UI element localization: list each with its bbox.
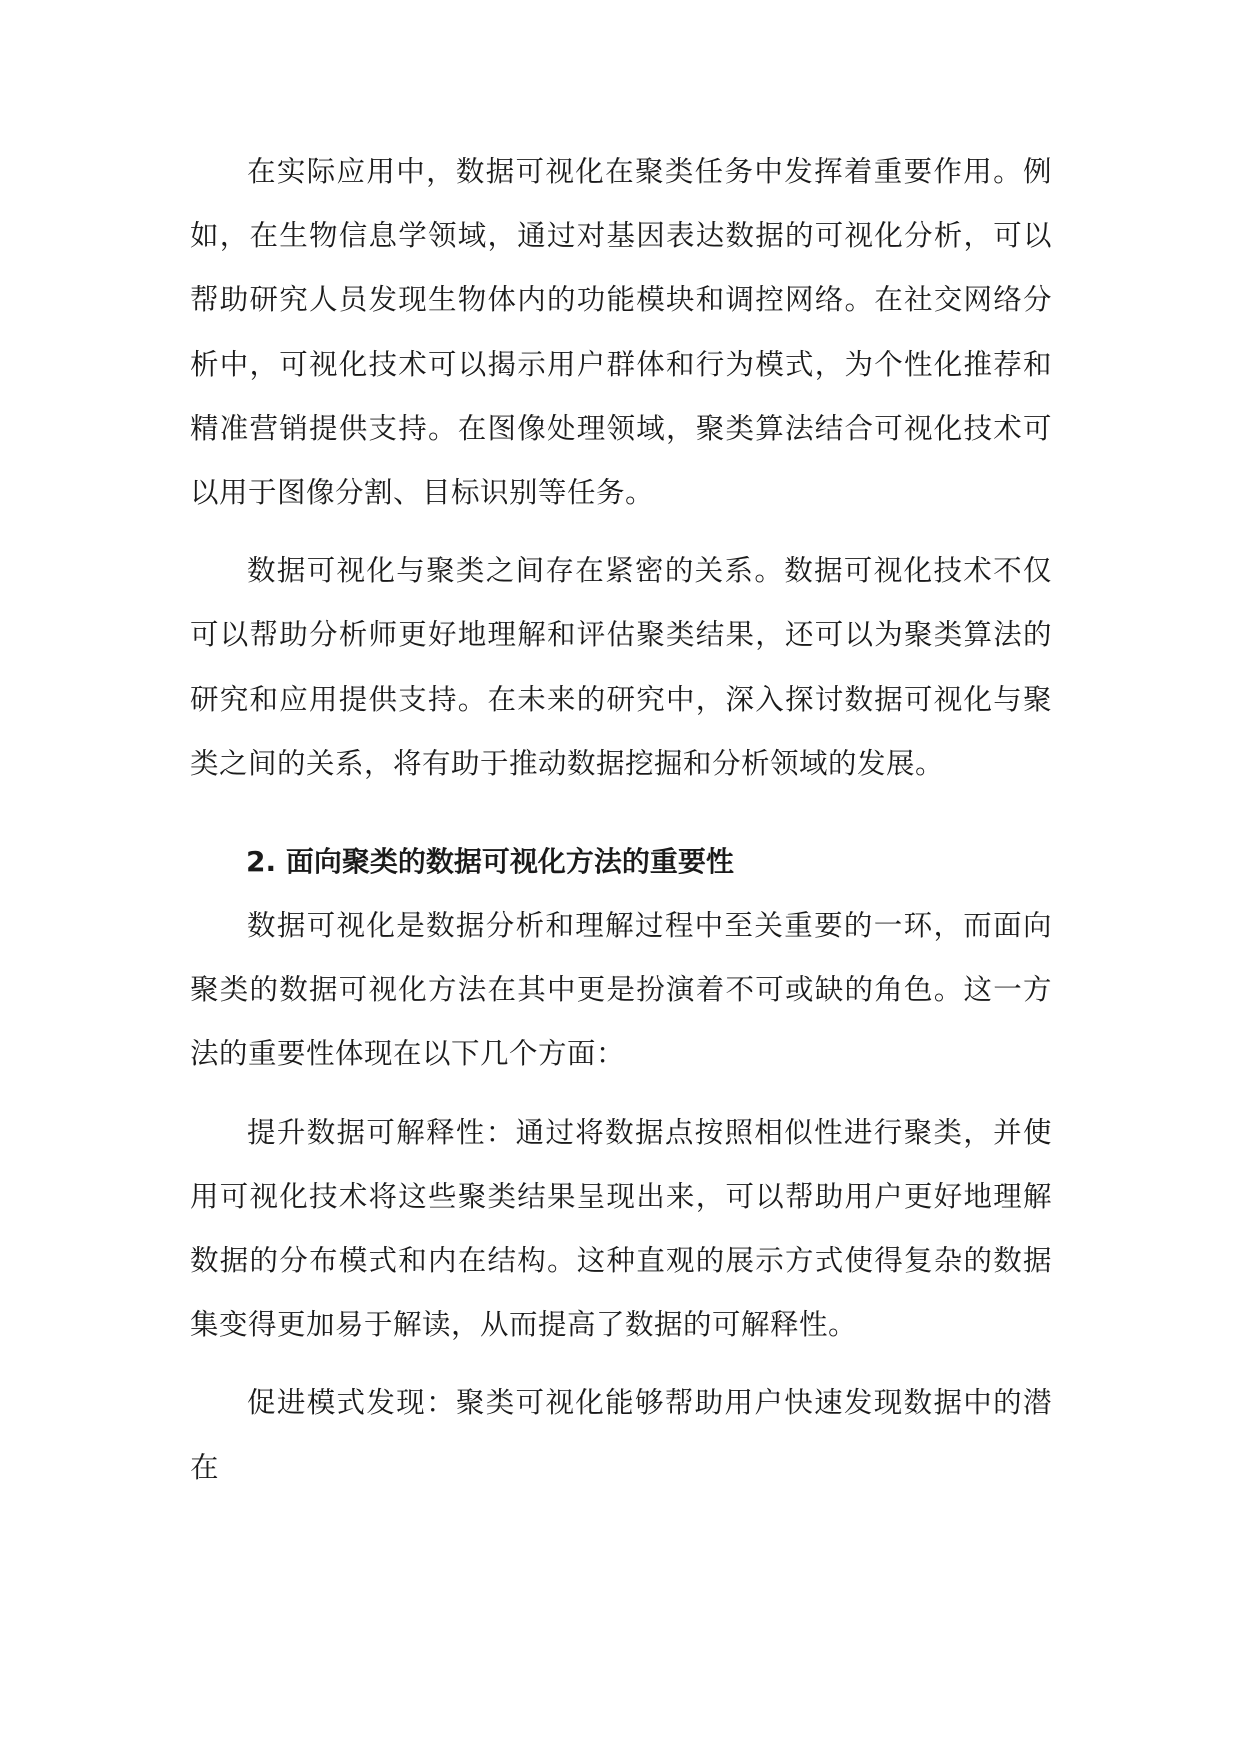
paragraph-spacer xyxy=(190,1087,1052,1101)
paragraph-spacer xyxy=(190,525,1052,539)
paragraph-spacer xyxy=(190,1357,1052,1371)
section-heading: 2. 面向聚类的数据可视化方法的重要性 xyxy=(246,845,734,879)
paragraph-importance-intro: 数据可视化是数据分析和理解过程中至关重要的一环，而面向聚类的数据可视化方法在其中更是扮演着不可或缺的角色。这一方法的重要性体现在以下几个方面： xyxy=(190,909,1052,1071)
paragraph-application: 在实际应用中，数据可视化在聚类任务中发挥着重要作用。例如，在生物信息学领域，通过对基因表达数据的可视化分析，可以帮助研究人员发现生物体内的功能模块和调控网络。在社交网络分析中，可视化技术可以揭示用户群体和行为模式，为个性化推荐和精准营销提供支持。在图像处理领域，聚类算法结合可视化技术可以用于图像分割、目标识别等任务。 xyxy=(190,155,1052,510)
paragraph-pattern-discovery: 促进模式发现：聚类可视化能够帮助用户快速发现数据中的潜在 xyxy=(190,1386,1052,1484)
section-spacer xyxy=(190,796,1052,830)
paragraph-interpretability: 提升数据可解释性：通过将数据点按照相似性进行聚类，并使用可视化技术将这些聚类结果呈现出来，可以帮助用户更好地理解数据的分布模式和内在结构。这种直观的展示方式使得复杂的数据集变得更加易于解读，从而提高了数据的可解释性。 xyxy=(190,1115,1052,1342)
document-page xyxy=(190,140,1052,1500)
paragraph-relationship: 数据可视化与聚类之间存在紧密的关系。数据可视化技术不仅可以帮助分析师更好地理解和评估聚类结果，还可以为聚类算法的研究和应用提供支持。在未来的研究中，深入探讨数据可视化与聚类之间的关系，将有助于推动数据挖掘和分析领域的发展。 xyxy=(190,554,1052,780)
